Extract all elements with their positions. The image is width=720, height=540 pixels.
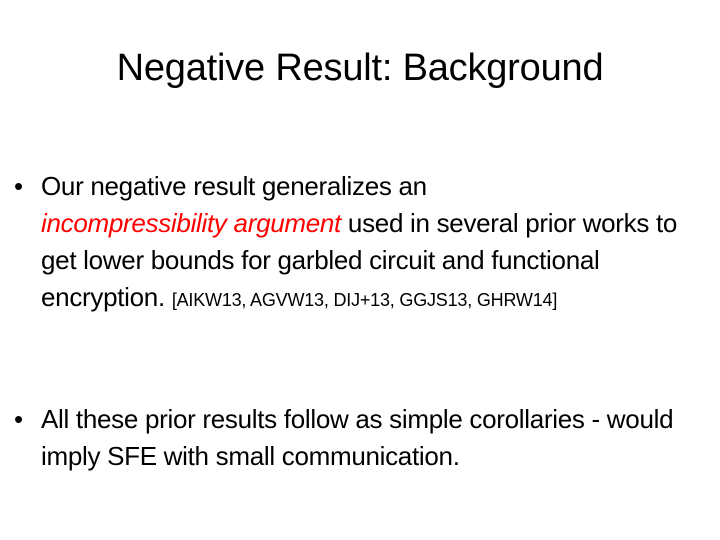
bullet-text-part: used in several prior works to get lower bounds for garbled circuit and functional encryption. [41, 208, 678, 312]
citation: [AIKW13, AGVW13, DIJ+13, GGJS13, GHRW14] [171, 290, 558, 310]
bullet-text-part: Our negative result generalizes an [41, 171, 427, 201]
emphasized-term: incompressibility argument [41, 208, 341, 238]
slide-title: Negative Result: Background [116, 47, 604, 89]
bullet-item [14, 401, 704, 475]
bullet-text [41, 168, 704, 319]
bullet-marker: • [14, 404, 23, 434]
bullet-item [14, 168, 704, 319]
bullet-marker: • [14, 171, 23, 201]
bullet-text: All these prior results follow as simple corollaries - would imply SFE with small communication. [41, 404, 674, 471]
